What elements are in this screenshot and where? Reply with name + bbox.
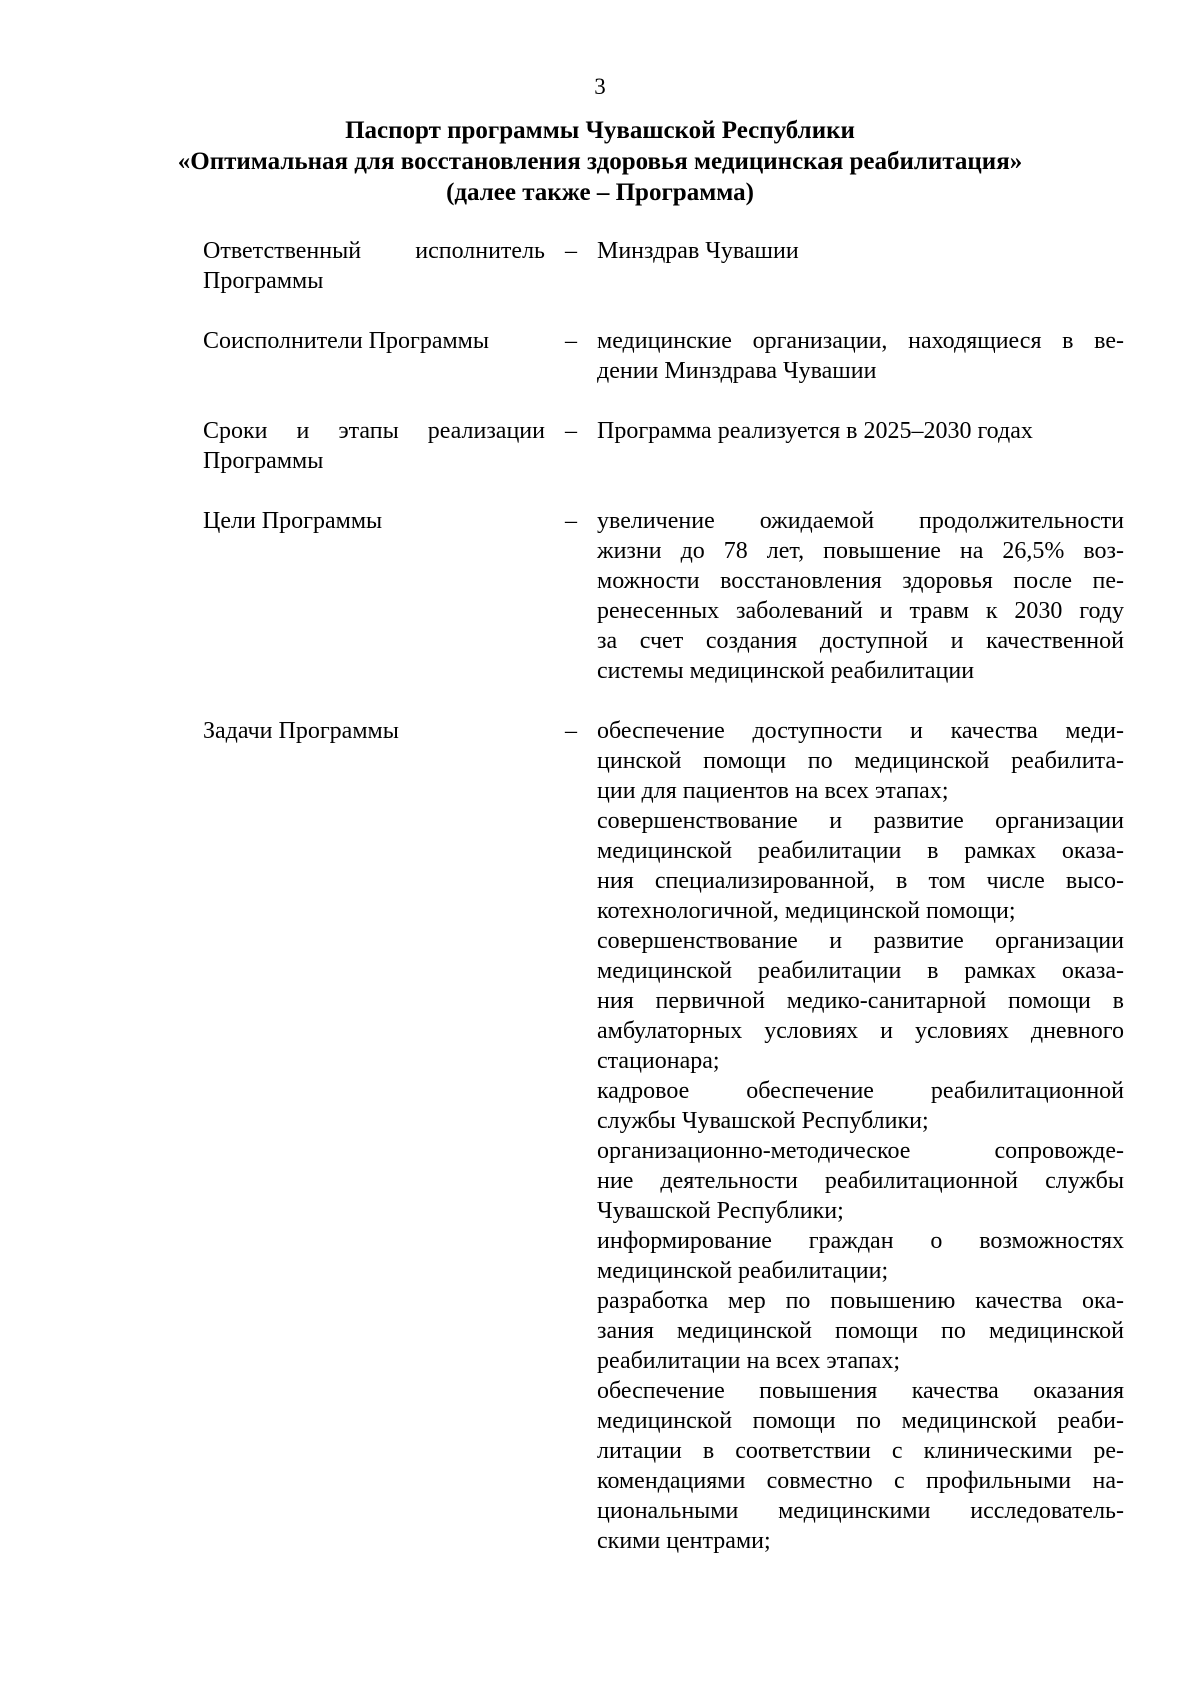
value-line: обеспечение повышения качества оказания: [597, 1378, 1124, 1404]
row-dash: –: [565, 508, 577, 534]
row-dash: –: [565, 718, 577, 744]
value-line: скими центрами;: [597, 1528, 771, 1554]
value-line: информирование граждан о возможностях: [597, 1228, 1124, 1254]
value-line: системы медицинской реабилитации: [597, 658, 975, 684]
value-line: комендациями совместно с профильными на-: [597, 1468, 1124, 1494]
passport-row-terms: [203, 416, 1124, 476]
value-line: организационно-методическое сопровожде-: [597, 1138, 1124, 1164]
value-line: ния первичной медико-санитарной помощи в: [597, 988, 1124, 1014]
row-label: Сроки и этапы реализации Программы: [203, 418, 545, 474]
row-label: Цели Программы: [203, 508, 383, 534]
value-line: медицинской реабилитации;: [597, 1258, 889, 1284]
row-value: [597, 716, 1124, 1556]
passport-row-goals: [203, 506, 1124, 686]
program-passport-table: [203, 236, 1124, 1586]
value-line: циональными медицинскими исследователь-: [597, 1498, 1124, 1524]
row-value: [597, 236, 1124, 266]
value-line: ния специализированной, в том числе высо-: [597, 868, 1124, 894]
row-value: [597, 506, 1124, 686]
value-line: совершенствование и развитие организации: [597, 808, 1124, 834]
value-line: жизни до 78 лет, повышение на 26,5% воз-: [597, 538, 1124, 564]
value-line: медицинской реабилитации в рамках оказа-: [597, 958, 1124, 984]
title-line-2: «Оптимальная для восстановления здоровья медицинская реабилитация»: [177, 148, 1023, 175]
value-line: медицинские организации, находящиеся в ве-: [597, 328, 1124, 354]
row-label: Соисполнители Программы: [203, 328, 489, 354]
value-line: разработка мер по повышению качества ока-: [597, 1288, 1124, 1314]
value-line: за счет создания доступной и качественной: [597, 628, 1124, 654]
value-line: Минздрав Чувашии: [597, 238, 799, 264]
value-line: реабилитации на всех этапах;: [597, 1348, 900, 1374]
row-dash: –: [565, 328, 577, 354]
value-line: котехнологичной, медицинской помощи;: [597, 898, 1016, 924]
value-line: медицинской реабилитации в рамках оказа-: [597, 838, 1124, 864]
value-line: ренесенных заболеваний и травм к 2030 году: [597, 598, 1124, 624]
value-line: цинской помощи по медицинской реабилита-: [597, 748, 1124, 774]
row-value: [597, 416, 1124, 446]
value-line: Программа реализуется в 2025–2030 годах: [597, 418, 1033, 444]
row-dash: –: [565, 418, 577, 444]
passport-row-tasks: [203, 716, 1124, 1556]
row-dash: –: [565, 238, 577, 264]
value-line: увеличение ожидаемой продолжительности: [597, 508, 1124, 534]
passport-row-co-executors: [203, 326, 1124, 386]
value-line: литации в соответствии с клиническими ре-: [597, 1438, 1124, 1464]
page-number: 3: [594, 74, 606, 99]
row-label: Ответственный исполнитель Программы: [203, 238, 545, 294]
document-title: [100, 115, 1100, 208]
value-line: совершенствование и развитие организации: [597, 928, 1124, 954]
value-line: можности восстановления здоровья после пе-: [597, 568, 1124, 594]
value-line: стационара;: [597, 1048, 720, 1074]
value-line: обеспечение доступности и качества меди-: [597, 718, 1124, 744]
value-line: Чувашской Республики;: [597, 1198, 844, 1224]
title-line-1: Паспорт программы Чувашской Республики: [345, 117, 855, 144]
value-line: зания медицинской помощи по медицинской: [597, 1318, 1124, 1344]
title-line-3: (далее также – Программа): [446, 179, 754, 206]
row-value: [597, 326, 1124, 386]
value-line: ние деятельности реабилитационной службы: [597, 1168, 1124, 1194]
value-line: ции для пациентов на всех этапах;: [597, 778, 949, 804]
row-label: Задачи Программы: [203, 718, 399, 744]
value-line: дении Минздрава Чувашии: [597, 358, 877, 384]
passport-row-responsible-executor: [203, 236, 1124, 296]
value-line: амбулаторных условиях и условиях дневного: [597, 1018, 1124, 1044]
value-line: службы Чувашской Республики;: [597, 1108, 929, 1134]
value-line: медицинской помощи по медицинской реаби-: [597, 1408, 1124, 1434]
value-line: кадровое обеспечение реабилитационной: [597, 1078, 1124, 1104]
